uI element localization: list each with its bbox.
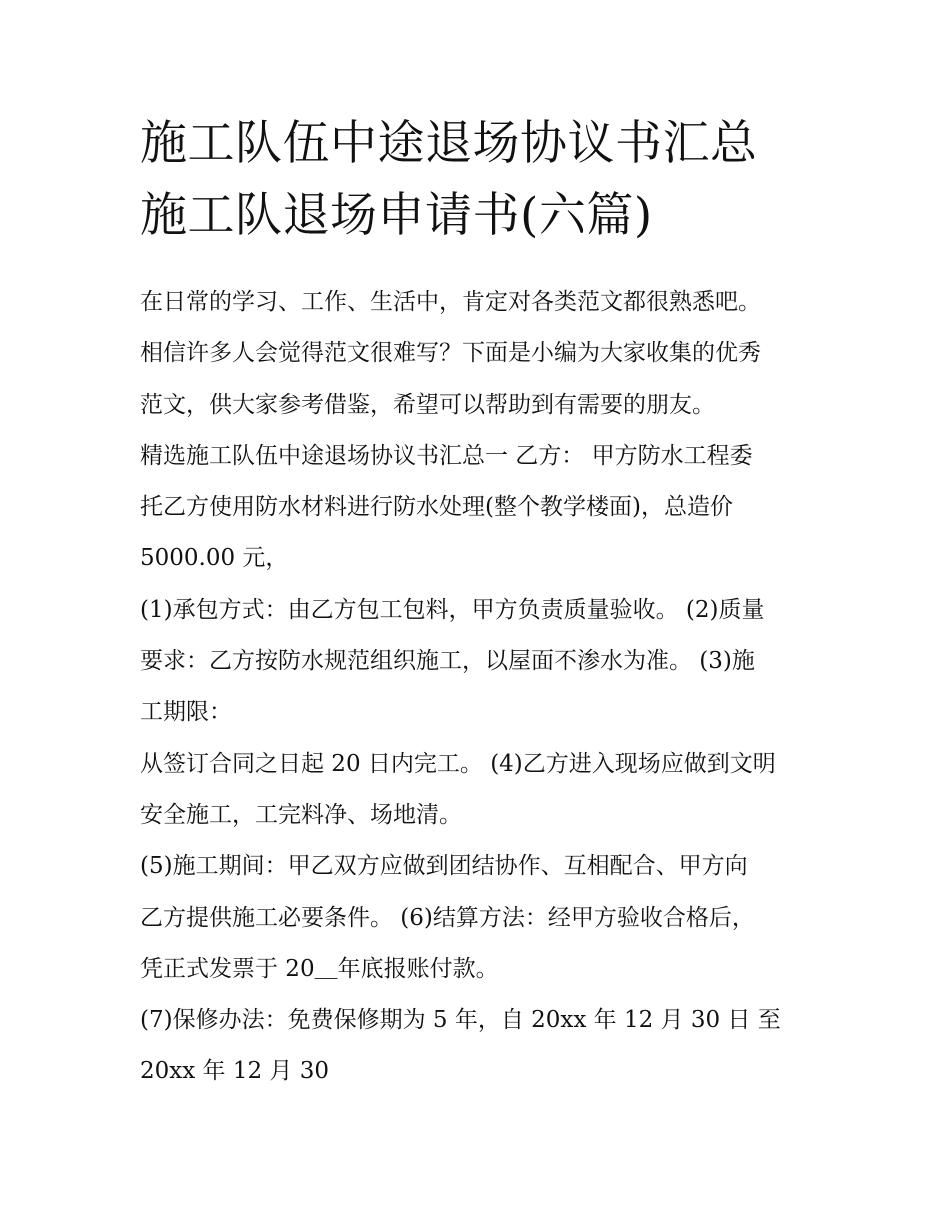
body-line-12: (5)施工期间：甲乙双方应做到团结协作、互相配合、甲方向 <box>140 853 748 880</box>
body-line-13: 乙方提供施工必要条件。 (6)结算方法：经甲方验收合格后， <box>140 904 755 931</box>
document-body <box>140 277 840 1098</box>
body-line-6: 5000.00 元， <box>140 545 289 572</box>
body-line-1: 在日常的学习、工作、生活中，肯定对各类范文都很熟悉吧。 <box>140 289 761 315</box>
body-line-15: (7)保修办法：免费保修期为 5 年，自 20xx 年 12 月 30 日 至 <box>140 1007 781 1034</box>
body-line-10: 从签订合同之日起 20 日内完工。 (4)乙方进入现场应做到文明 <box>140 750 776 777</box>
title-line-2: 施工队退场申请书(六篇) <box>140 188 653 243</box>
title-line-1: 施工队伍中途退场协议书汇总 <box>140 116 758 171</box>
body-line-3: 范文，供大家参考借鉴，希望可以帮助到有需要的朋友。 <box>140 391 715 418</box>
body-line-11: 安全施工，工完料净、场地清。 <box>140 801 462 828</box>
body-line-2: 相信许多人会觉得范文很难写？下面是小编为大家收集的优秀 <box>140 340 761 367</box>
body-line-14: 凭正式发票于 20＿年底报账付款。 <box>140 955 499 982</box>
body-line-8: 要求：乙方按防水规范组织施工，以屋面不渗水为准。 (3)施 <box>140 648 755 675</box>
body-line-4: 精选施工队伍中途退场协议书汇总一 乙方： 甲方防水工程委 <box>140 442 753 469</box>
body-line-9: 工期限： <box>140 699 232 726</box>
body-line-5: 托乙方使用防水材料进行防水处理(整个教学楼面)，总造价 <box>140 494 733 521</box>
document-title <box>140 108 860 252</box>
body-line-16: 20xx 年 12 月 30 <box>140 1058 329 1085</box>
body-line-7: (1)承包方式：由乙方包工包料，甲方负责质量验收。 (2)质量 <box>140 596 765 623</box>
